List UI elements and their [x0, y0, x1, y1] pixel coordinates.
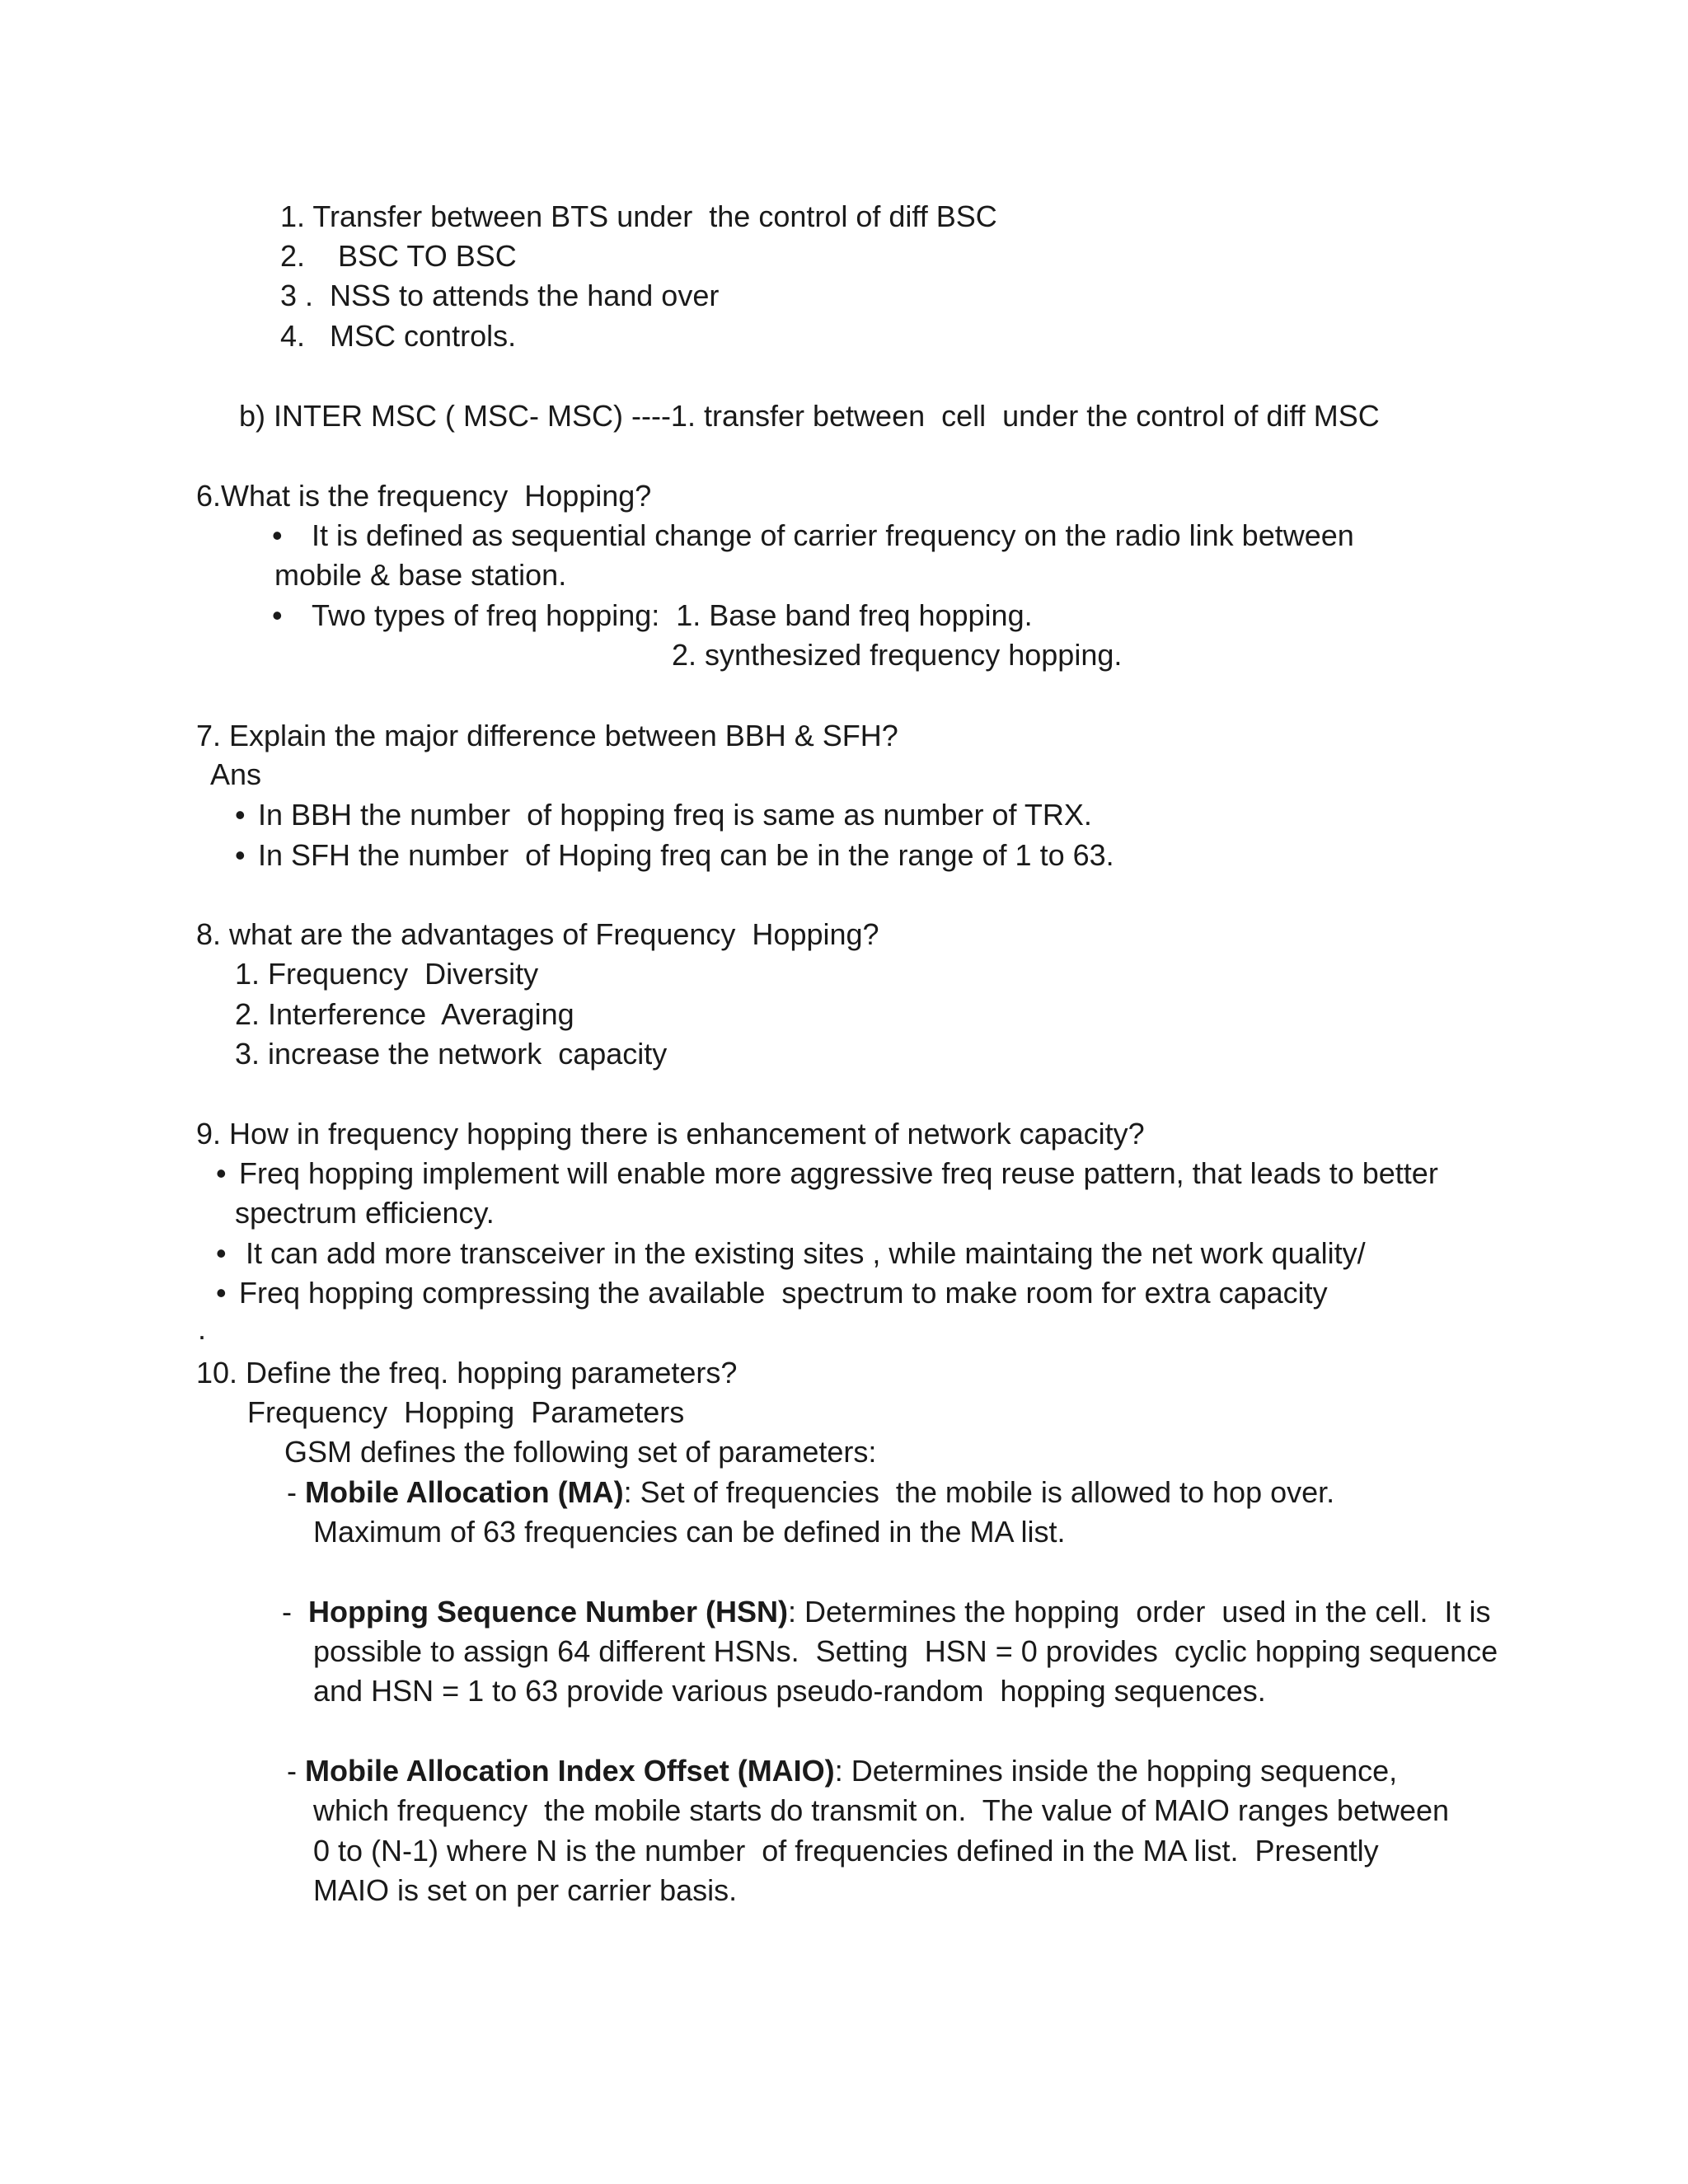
q6-question: 6.What is the frequency Hopping?	[196, 479, 652, 513]
q9-question: 9. How in frequency hopping there is enhancement of network capacity?	[196, 1117, 1145, 1151]
handover-item-3: 3 . NSS to attends the hand over	[280, 279, 720, 312]
q6-bullet-1-line-2: mobile & base station.	[274, 558, 567, 592]
q10-heading: Frequency Hopping Parameters	[247, 1395, 685, 1429]
q7-bullet-1: In BBH the number of hopping freq is same as number of TRX.	[258, 798, 1092, 832]
q9-bullet-2: It can add more transceiver in the existing sites , while maintaing the net work quality/	[246, 1236, 1366, 1270]
ma-line-2: Maximum of 63 frequencies can be defined in the MA list.	[313, 1515, 1066, 1549]
maio-term: Mobile Allocation Index Offset (MAIO)	[305, 1754, 835, 1788]
q9-bullet-3: Freq hopping compressing the available spectrum to make room for extra capacity	[239, 1276, 1328, 1310]
q9-bullet-1-marker: •	[216, 1156, 227, 1190]
maio-line-1	[287, 1755, 1397, 1788]
ma-line-1	[287, 1476, 1334, 1509]
q8-question: 8. what are the advantages of Frequency Hopping?	[196, 917, 879, 951]
q7-ans-label: Ans	[210, 757, 262, 791]
q9-bullet-3-marker: •	[216, 1276, 227, 1310]
q8-item-2: 2. Interference Averaging	[235, 997, 574, 1031]
stray-dot: .	[198, 1312, 207, 1346]
q6-bullet-2-marker: •	[272, 598, 283, 632]
q8-item-3: 3. increase the network capacity	[235, 1037, 668, 1071]
q6-bullet-1-marker: •	[272, 518, 283, 552]
q9-bullet-1-line-1: Freq hopping implement will enable more aggressive freq reuse pattern, that leads to better	[239, 1156, 1438, 1190]
q6-bullet-1-line-1: It is defined as sequential change of carrier frequency on the radio link between	[312, 518, 1354, 552]
q6-bullet-2-line-1: Two types of freq hopping: 1. Base band freq hopping.	[312, 598, 1033, 632]
q9-bullet-1-line-2: spectrum efficiency.	[235, 1196, 495, 1230]
handover-item-4: 4. MSC controls.	[280, 319, 517, 353]
ma-term: Mobile Allocation (MA)	[305, 1475, 624, 1509]
ma-prefix: -	[287, 1475, 305, 1509]
hsn-line-3: and HSN = 1 to 63 provide various pseudo-random hopping sequences.	[313, 1674, 1266, 1708]
maio-line-3: 0 to (N-1) where N is the number of frequencies defined in the MA list. Presently	[313, 1834, 1379, 1868]
handover-item-2: 2. BSC TO BSC	[280, 239, 517, 273]
handover-item-1: 1. Transfer between BTS under the control of diff BSC	[280, 199, 997, 233]
hsn-line-1	[282, 1596, 1490, 1629]
q9-bullet-2-marker: •	[216, 1236, 227, 1270]
q10-question: 10. Define the freq. hopping parameters?	[196, 1356, 738, 1390]
maio-line-1-rest: : Determines inside the hopping sequence,	[834, 1754, 1398, 1788]
q7-bullet-2: In SFH the number of Hoping freq can be in the range of 1 to 63.	[258, 838, 1114, 872]
maio-line-2: which frequency the mobile starts do transmit on. The value of MAIO ranges between	[313, 1793, 1450, 1827]
q7-bullet-2-marker: •	[235, 838, 246, 872]
maio-prefix: -	[287, 1754, 305, 1788]
inter-msc-line: b) INTER MSC ( MSC- MSC) ----1. transfer between cell under the control of diff MSC	[239, 399, 1380, 433]
q6-bullet-2-line-2: 2. synthesized frequency hopping.	[672, 638, 1123, 672]
hsn-prefix: -	[282, 1595, 308, 1629]
maio-line-4: MAIO is set on per carrier basis.	[313, 1873, 738, 1907]
ma-line-1-rest: : Set of frequencies the mobile is allowed to hop over.	[623, 1475, 1335, 1509]
hsn-line-2: possible to assign 64 different HSNs. Setting HSN = 0 provides cyclic hopping sequence	[313, 1634, 1498, 1668]
q10-intro: GSM defines the following set of parameters:	[284, 1435, 877, 1469]
q8-item-1: 1. Frequency Diversity	[235, 957, 539, 991]
hsn-line-1-rest: : Determines the hopping order used in the cell. It is	[788, 1595, 1491, 1629]
q7-question: 7. Explain the major difference between BBH & SFH?	[196, 719, 898, 752]
hsn-term: Hopping Sequence Number (HSN)	[308, 1595, 789, 1629]
q7-bullet-1-marker: •	[235, 798, 246, 832]
